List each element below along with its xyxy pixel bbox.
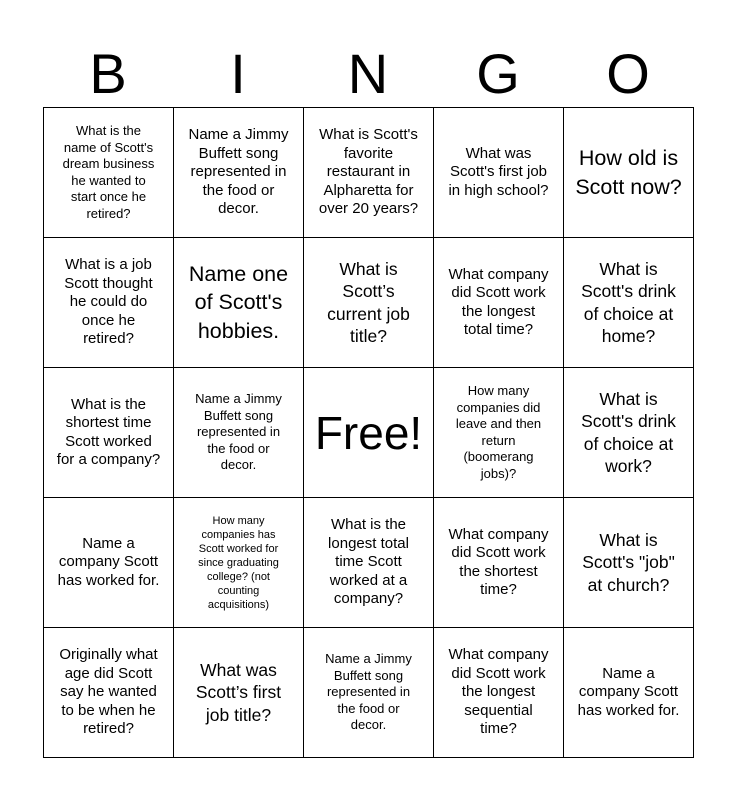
header-letter-o: O: [606, 42, 650, 105]
header-letter-g: G: [476, 42, 520, 105]
cell-text: Name one of Scott's hobbies.: [188, 261, 289, 343]
cell-text: What is a job Scott thought he could do once he retired?: [64, 256, 153, 348]
bingo-cell-r1c2[interactable]: [174, 108, 304, 238]
cell-text: What company did Scott work the longest total time?: [448, 265, 549, 338]
cell-text: What company did Scott work the shortest time?: [448, 525, 549, 598]
cell-text: Name a Jimmy Buffett song represented in the food or decor.: [325, 651, 412, 733]
free-space-cell[interactable]: [304, 368, 434, 498]
bingo-cell-r1c1[interactable]: [44, 108, 174, 238]
cell-text: Name a company Scott has worked for.: [577, 664, 680, 719]
bingo-cell-r5c3[interactable]: [304, 628, 434, 758]
free-space-label: Free!: [314, 406, 423, 459]
bingo-cell-r5c1[interactable]: [44, 628, 174, 758]
cell-text: What was Scott's first job in high school?: [448, 144, 549, 199]
bingo-cell-r5c5[interactable]: [564, 628, 694, 758]
cell-text: What is Scott's drink of choice at home?: [581, 258, 676, 346]
cell-text: What company did Scott work the longest sequential time?: [448, 646, 549, 738]
bingo-cell-r3c5[interactable]: [564, 368, 694, 498]
cell-text: What is Scott’s current job title?: [327, 258, 410, 346]
bingo-cell-r2c1[interactable]: [44, 238, 174, 368]
bingo-cell-r4c5[interactable]: [564, 498, 694, 628]
cell-text: Name a Jimmy Buffett song represented in the food or decor.: [188, 126, 289, 218]
cell-text: Originally what age did Scott say he wanted to be when he retired?: [59, 646, 158, 738]
bingo-cell-r2c4[interactable]: [434, 238, 564, 368]
bingo-cell-r1c4[interactable]: [434, 108, 564, 238]
bingo-cell-r1c5[interactable]: [564, 108, 694, 238]
bingo-cell-r5c4[interactable]: [434, 628, 564, 758]
bingo-cell-r4c2[interactable]: [174, 498, 304, 628]
cell-text: Name a Jimmy Buffett song represented in the food or decor.: [195, 391, 282, 473]
cell-text: What was Scott’s first job title?: [195, 659, 282, 725]
cell-text: What is the longest total time Scott worked at a company?: [328, 516, 409, 608]
bingo-cell-r2c2[interactable]: [174, 238, 304, 368]
header-letter-b: B: [89, 42, 127, 105]
bingo-board: [43, 107, 694, 758]
bingo-cell-r4c4[interactable]: [434, 498, 564, 628]
bingo-cell-r2c3[interactable]: [304, 238, 434, 368]
header-letter-n: N: [347, 42, 389, 105]
cell-text: Name a company Scott has worked for.: [57, 534, 160, 589]
bingo-header: [43, 40, 693, 108]
cell-text: How many companies has Scott worked for since graduating college? (not counting acquisitions): [198, 514, 279, 611]
cell-text: How old is Scott now?: [575, 146, 682, 199]
cell-text: What is the name of Scott's dream business he wanted to start once he retired?: [62, 123, 155, 221]
bingo-cell-r1c3[interactable]: [304, 108, 434, 238]
cell-text: How many companies did leave and then return (boomerang jobs)?: [455, 383, 542, 481]
cell-text: What is the shortest time Scott worked for a company?: [56, 395, 161, 468]
bingo-cell-r3c4[interactable]: [434, 368, 564, 498]
bingo-cell-r2c5[interactable]: [564, 238, 694, 368]
bingo-cell-r3c2[interactable]: [174, 368, 304, 498]
bingo-cell-r4c3[interactable]: [304, 498, 434, 628]
cell-text: What is Scott's drink of choice at work?: [581, 388, 676, 476]
cell-text: What is Scott's "job" at church?: [582, 529, 675, 595]
bingo-cell-r3c1[interactable]: [44, 368, 174, 498]
cell-text: What is Scott's favorite restaurant in Alpharetta for over 20 years?: [318, 126, 419, 218]
bingo-cell-r4c1[interactable]: [44, 498, 174, 628]
bingo-cell-r5c2[interactable]: [174, 628, 304, 758]
header-letter-i: I: [230, 42, 246, 105]
